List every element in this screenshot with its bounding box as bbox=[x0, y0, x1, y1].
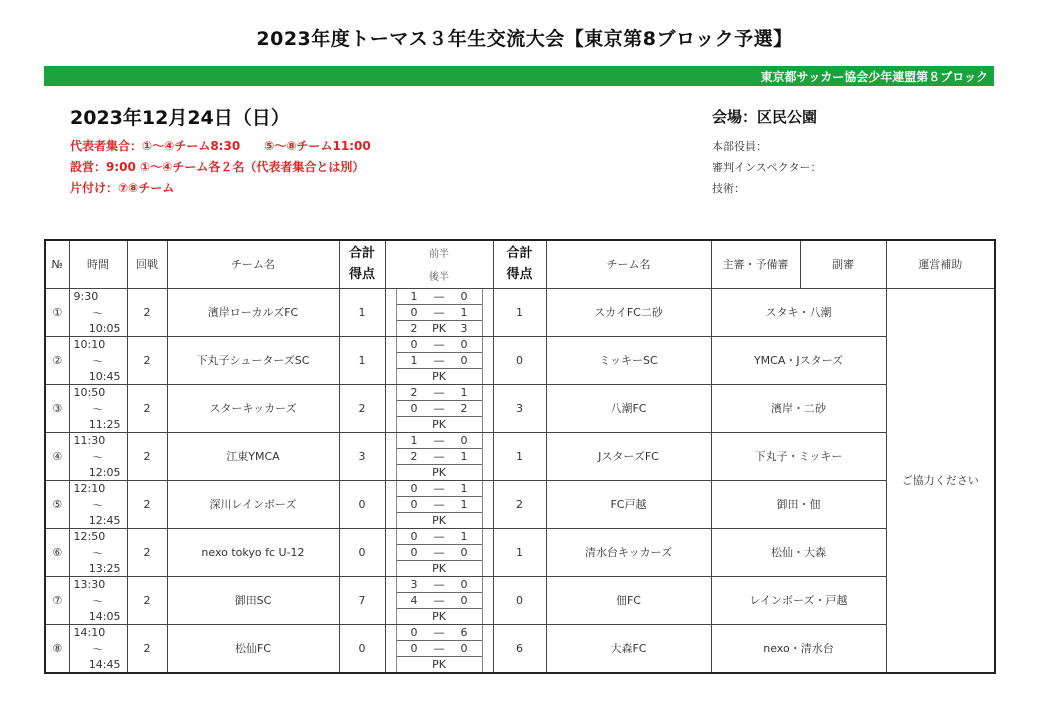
time-tilde: 〜 bbox=[92, 402, 104, 416]
second-half-b: 0 bbox=[453, 640, 481, 656]
match-start-time: 11:30 bbox=[73, 433, 106, 447]
dash: — bbox=[425, 400, 453, 416]
second-half-a: 1 bbox=[397, 352, 425, 368]
team-b-name: スカイFC二砂 bbox=[546, 288, 711, 336]
half-scores bbox=[385, 336, 493, 384]
table-row bbox=[45, 384, 995, 432]
match-end-time: 12:45 bbox=[88, 513, 121, 527]
half-scores bbox=[385, 624, 493, 673]
header-time: 時間 bbox=[69, 240, 127, 288]
note-setup: 設営：9:00 ①〜④チーム各２名（代表者集合とは別） bbox=[70, 160, 365, 174]
first-half-a: 3 bbox=[397, 577, 425, 593]
header-total-b-line2: 得点 bbox=[506, 267, 533, 283]
team-a-name: スターキッカーズ bbox=[167, 384, 339, 432]
pk-b bbox=[453, 656, 481, 672]
organizer-banner bbox=[44, 66, 994, 86]
first-half-a: 0 bbox=[397, 529, 425, 545]
header-total-a bbox=[339, 240, 385, 288]
pk-row bbox=[397, 608, 482, 624]
team-a-total: 7 bbox=[339, 576, 385, 624]
pk-row bbox=[397, 464, 482, 480]
table-row bbox=[45, 432, 995, 480]
team-b-total: 3 bbox=[493, 384, 546, 432]
pk-a bbox=[397, 608, 425, 624]
match-start-time: 14:10 bbox=[73, 625, 106, 639]
referees: 松仙・大森 bbox=[711, 528, 886, 576]
second-half-b: 1 bbox=[453, 304, 481, 320]
second-half-row bbox=[397, 400, 482, 416]
table-row bbox=[45, 528, 995, 576]
pk-label: PK bbox=[432, 657, 446, 671]
staff-block bbox=[712, 136, 821, 199]
match-end-time: 10:05 bbox=[88, 321, 121, 335]
first-half-b: 1 bbox=[453, 385, 481, 401]
team-a-total: 0 bbox=[339, 528, 385, 576]
dash: — bbox=[425, 304, 453, 320]
header-total-b bbox=[493, 240, 546, 288]
match-time bbox=[69, 432, 127, 480]
header-first-half: 前半 bbox=[429, 249, 449, 261]
team-a-name: nexo tokyo fc U-12 bbox=[167, 528, 339, 576]
time-tilde: 〜 bbox=[92, 594, 104, 608]
second-half-a: 0 bbox=[397, 544, 425, 560]
second-half-row bbox=[397, 640, 482, 656]
pk-row bbox=[397, 656, 482, 672]
match-end-time: 14:45 bbox=[88, 657, 121, 671]
team-a-total: 0 bbox=[339, 480, 385, 528]
note-cleanup: 片付け：⑦⑧チーム bbox=[70, 181, 175, 195]
team-b-total: 1 bbox=[493, 432, 546, 480]
dash: — bbox=[425, 481, 453, 497]
first-half-row bbox=[397, 529, 482, 545]
pk-b bbox=[453, 608, 481, 624]
match-no: ⑥ bbox=[45, 528, 69, 576]
dash: — bbox=[425, 496, 453, 512]
pk-b bbox=[453, 512, 481, 528]
team-b-total: 0 bbox=[493, 576, 546, 624]
second-half-a: 0 bbox=[397, 400, 425, 416]
match-start-time: 13:30 bbox=[73, 577, 106, 591]
match-round: 2 bbox=[127, 432, 167, 480]
staff-officer: 本部役員： bbox=[712, 140, 767, 153]
header-second-half: 後半 bbox=[429, 272, 449, 284]
first-half-a: 2 bbox=[397, 385, 425, 401]
match-end-time: 10:45 bbox=[88, 369, 121, 383]
half-scores bbox=[385, 432, 493, 480]
second-half-a: 4 bbox=[397, 592, 425, 608]
match-end-time: 12:05 bbox=[88, 465, 121, 479]
notes-block bbox=[70, 136, 371, 199]
team-b-name: 八潮FC bbox=[546, 384, 711, 432]
dash: — bbox=[425, 448, 453, 464]
pk-a bbox=[397, 512, 425, 528]
pk-a bbox=[397, 560, 425, 576]
pk-b bbox=[453, 464, 481, 480]
referees: 下丸子・ミッキー bbox=[711, 432, 886, 480]
match-time bbox=[69, 384, 127, 432]
team-a-total: 0 bbox=[339, 624, 385, 673]
first-half-row bbox=[397, 433, 482, 449]
first-half-a: 0 bbox=[397, 481, 425, 497]
note-assembly: 代表者集合：①〜④チーム8:30 ⑤〜⑧チーム11:00 bbox=[70, 139, 371, 153]
table-row bbox=[45, 336, 995, 384]
half-scores bbox=[385, 480, 493, 528]
header-round: 回戦 bbox=[127, 240, 167, 288]
team-b-name: 大森FC bbox=[546, 624, 711, 673]
staff-technical: 技術： bbox=[712, 182, 745, 195]
time-tilde: 〜 bbox=[92, 354, 104, 368]
second-half-a: 2 bbox=[397, 448, 425, 464]
pk-row bbox=[397, 512, 482, 528]
first-half-a: 1 bbox=[397, 433, 425, 449]
pk-b: 3 bbox=[460, 321, 468, 335]
table-row bbox=[45, 288, 995, 336]
team-a-total: 3 bbox=[339, 432, 385, 480]
match-end-time: 11:25 bbox=[88, 417, 121, 431]
first-half-a: 0 bbox=[397, 625, 425, 641]
pk-label: PK bbox=[432, 321, 446, 335]
pk-label: PK bbox=[432, 513, 446, 527]
team-b-total: 1 bbox=[493, 528, 546, 576]
pk-a: 2 bbox=[410, 321, 418, 335]
team-b-total: 6 bbox=[493, 624, 546, 673]
referees: YMCA・Jスターズ bbox=[711, 336, 886, 384]
match-start-time: 9:30 bbox=[73, 289, 99, 303]
time-tilde: 〜 bbox=[92, 546, 104, 560]
second-half-row bbox=[397, 304, 482, 320]
first-half-row bbox=[397, 385, 482, 401]
second-half-b: 0 bbox=[453, 592, 481, 608]
pk-a bbox=[397, 416, 425, 432]
header-total-b-line1: 合計 bbox=[506, 246, 533, 262]
first-half-a: 0 bbox=[397, 337, 425, 353]
team-a-name: 濱岸ローカルズFC bbox=[167, 288, 339, 336]
first-half-b: 0 bbox=[453, 289, 481, 305]
second-half-row bbox=[397, 448, 482, 464]
match-end-time: 14:05 bbox=[88, 609, 121, 623]
team-b-total: 1 bbox=[493, 288, 546, 336]
second-half-b: 0 bbox=[453, 352, 481, 368]
team-b-name: JスターズFC bbox=[546, 432, 711, 480]
dash: — bbox=[425, 337, 453, 353]
pk-label: PK bbox=[432, 369, 446, 383]
header-asst-ref: 副審 bbox=[800, 240, 886, 288]
pk-label: PK bbox=[432, 465, 446, 479]
pk-b bbox=[453, 416, 481, 432]
first-half-row bbox=[397, 337, 482, 353]
header-total-a-line2: 得点 bbox=[348, 267, 375, 283]
match-no: ⑦ bbox=[45, 576, 69, 624]
match-time bbox=[69, 480, 127, 528]
referees: 濱岸・二砂 bbox=[711, 384, 886, 432]
header-row bbox=[45, 240, 995, 288]
dash: — bbox=[425, 640, 453, 656]
half-scores bbox=[385, 576, 493, 624]
match-no: ④ bbox=[45, 432, 69, 480]
team-a-name: 深川レインボーズ bbox=[167, 480, 339, 528]
table-row bbox=[45, 624, 995, 673]
half-scores bbox=[385, 288, 493, 336]
match-time bbox=[69, 576, 127, 624]
time-tilde: 〜 bbox=[92, 642, 104, 656]
team-a-total: 1 bbox=[339, 336, 385, 384]
pk-a bbox=[397, 656, 425, 672]
dash: — bbox=[425, 433, 453, 449]
pk-row bbox=[397, 560, 482, 576]
event-date: 2023年12月24日（日） bbox=[70, 107, 290, 129]
header-halves bbox=[385, 240, 493, 288]
team-a-name: 御田SC bbox=[167, 576, 339, 624]
table-row bbox=[45, 576, 995, 624]
match-no: ③ bbox=[45, 384, 69, 432]
team-b-name: ミッキーSC bbox=[546, 336, 711, 384]
match-time bbox=[69, 528, 127, 576]
match-round: 2 bbox=[127, 576, 167, 624]
referees: スタキ・八潮 bbox=[711, 288, 886, 336]
team-a-name: 下丸子シューターズSC bbox=[167, 336, 339, 384]
match-round: 2 bbox=[127, 336, 167, 384]
second-half-row bbox=[397, 592, 482, 608]
page-title: 2023年度トーマス３年生交流大会【東京第8ブロック予選】 bbox=[256, 28, 793, 50]
second-half-b: 2 bbox=[453, 400, 481, 416]
match-no: ① bbox=[45, 288, 69, 336]
match-no: ⑤ bbox=[45, 480, 69, 528]
dash: — bbox=[425, 625, 453, 641]
half-scores bbox=[385, 384, 493, 432]
first-half-b: 6 bbox=[453, 625, 481, 641]
header-team-a: チーム名 bbox=[167, 240, 339, 288]
second-half-a: 0 bbox=[397, 496, 425, 512]
pk-label: PK bbox=[432, 417, 446, 431]
match-start-time: 12:50 bbox=[73, 529, 106, 543]
time-tilde: 〜 bbox=[92, 498, 104, 512]
pk-row bbox=[397, 368, 482, 384]
team-a-total: 1 bbox=[339, 288, 385, 336]
organizer-name: 東京都サッカー協会少年連盟第８ブロック bbox=[760, 70, 988, 84]
venue: 会場：区民公園 bbox=[712, 108, 818, 126]
pk-a bbox=[397, 368, 425, 384]
match-no: ② bbox=[45, 336, 69, 384]
second-half-a: 0 bbox=[397, 304, 425, 320]
pk-a bbox=[397, 464, 425, 480]
referees: nexo・清水台 bbox=[711, 624, 886, 673]
dash: — bbox=[425, 352, 453, 368]
dash: — bbox=[425, 385, 453, 401]
first-half-row bbox=[397, 289, 482, 305]
pk-label: PK bbox=[432, 561, 446, 575]
schedule-table bbox=[44, 239, 996, 674]
support-note: ご協力ください bbox=[886, 288, 995, 673]
second-half-b: 1 bbox=[453, 448, 481, 464]
referees: レインボーズ・戸越 bbox=[711, 576, 886, 624]
match-round: 2 bbox=[127, 480, 167, 528]
second-half-row bbox=[397, 352, 482, 368]
match-time bbox=[69, 336, 127, 384]
dash: — bbox=[425, 289, 453, 305]
match-round: 2 bbox=[127, 624, 167, 673]
first-half-b: 1 bbox=[453, 481, 481, 497]
match-no: ⑧ bbox=[45, 624, 69, 673]
second-half-row bbox=[397, 496, 482, 512]
first-half-a: 1 bbox=[397, 289, 425, 305]
pk-b bbox=[453, 368, 481, 384]
team-a-name: 江東YMCA bbox=[167, 432, 339, 480]
pk-label: PK bbox=[432, 609, 446, 623]
team-b-total: 0 bbox=[493, 336, 546, 384]
second-half-b: 1 bbox=[453, 496, 481, 512]
match-end-time: 13:25 bbox=[88, 561, 121, 575]
second-half-b: 0 bbox=[453, 544, 481, 560]
team-a-name: 松仙FC bbox=[167, 624, 339, 673]
first-half-row bbox=[397, 625, 482, 641]
second-half-row bbox=[397, 544, 482, 560]
second-half-a: 0 bbox=[397, 640, 425, 656]
referees: 御田・佃 bbox=[711, 480, 886, 528]
first-half-b: 0 bbox=[453, 577, 481, 593]
match-start-time: 10:10 bbox=[73, 337, 106, 351]
header-main-ref: 主審・予備審 bbox=[711, 240, 800, 288]
header-team-b: チーム名 bbox=[546, 240, 711, 288]
dash: — bbox=[425, 577, 453, 593]
match-round: 2 bbox=[127, 384, 167, 432]
match-time bbox=[69, 288, 127, 336]
half-scores bbox=[385, 528, 493, 576]
pk-row bbox=[397, 320, 482, 336]
match-round: 2 bbox=[127, 288, 167, 336]
first-half-b: 0 bbox=[453, 433, 481, 449]
dash: — bbox=[425, 592, 453, 608]
team-b-name: 清水台キッカーズ bbox=[546, 528, 711, 576]
pk-b bbox=[453, 560, 481, 576]
table-row bbox=[45, 480, 995, 528]
first-half-row bbox=[397, 577, 482, 593]
pk-row bbox=[397, 416, 482, 432]
match-round: 2 bbox=[127, 528, 167, 576]
team-a-total: 2 bbox=[339, 384, 385, 432]
team-b-name: 佃FC bbox=[546, 576, 711, 624]
team-b-total: 2 bbox=[493, 480, 546, 528]
dash: — bbox=[425, 544, 453, 560]
match-time bbox=[69, 624, 127, 673]
header-total-a-line1: 合計 bbox=[348, 246, 375, 262]
match-start-time: 12:10 bbox=[73, 481, 106, 495]
time-tilde: 〜 bbox=[92, 306, 104, 320]
time-tilde: 〜 bbox=[92, 450, 104, 464]
staff-referee-inspector: 審判インスペクター： bbox=[712, 161, 822, 174]
header-no: № bbox=[45, 240, 69, 288]
first-half-row bbox=[397, 481, 482, 497]
dash: — bbox=[425, 529, 453, 545]
team-b-name: FC戸越 bbox=[546, 480, 711, 528]
first-half-b: 1 bbox=[453, 529, 481, 545]
match-start-time: 10:50 bbox=[73, 385, 106, 399]
header-support: 運営補助 bbox=[886, 240, 995, 288]
first-half-b: 0 bbox=[453, 337, 481, 353]
